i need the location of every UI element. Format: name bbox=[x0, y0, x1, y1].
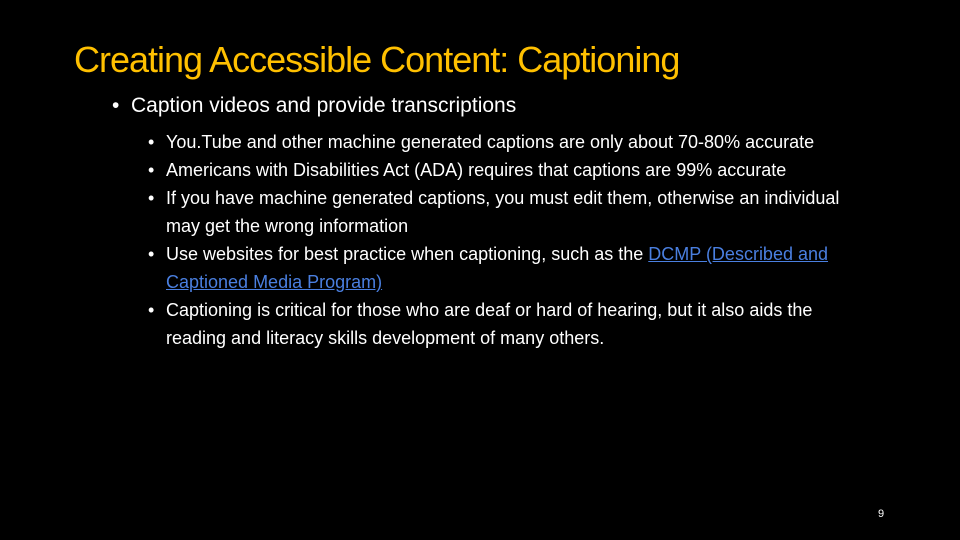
sub-bullet-ada bbox=[148, 156, 848, 184]
sub-bullet-critical bbox=[148, 296, 848, 352]
sub-bullet-machine bbox=[148, 184, 848, 240]
bullet-marker: • bbox=[148, 132, 155, 152]
main-bullet-text: Caption videos and provide transcriptions bbox=[131, 94, 517, 117]
bullet-marker: • bbox=[148, 160, 155, 180]
slide-title: Creating Accessible Content: Captioning bbox=[74, 39, 680, 80]
bullet-marker: • bbox=[148, 244, 155, 264]
bullet-marker: • bbox=[148, 300, 155, 320]
sub-bullet-websites bbox=[148, 240, 848, 296]
sub-bullet-text: Americans with Disabilities Act (ADA) requires that captions are 99% accurate bbox=[166, 160, 787, 180]
bullet-marker: • bbox=[112, 94, 120, 117]
page-number: 9 bbox=[878, 508, 885, 520]
sub-bullet-text: If you have machine generated captions, you must edit them, otherwise an individual may get the wrong information bbox=[166, 188, 840, 236]
main-bullet bbox=[112, 93, 892, 119]
bullet-marker: • bbox=[148, 188, 155, 208]
sub-bullet-youtube bbox=[148, 128, 848, 156]
sub-bullet-text: Use websites for best practice when captioning, such as the bbox=[166, 244, 649, 264]
sub-bullet-text: Captioning is critical for those who are deaf or hard of hearing, but it also aids the reading and literacy skills development of many others. bbox=[166, 300, 813, 348]
sub-bullet-list bbox=[148, 128, 848, 352]
dcmp-link[interactable]: DCMP (Described and Captioned Media Program) bbox=[166, 244, 829, 292]
sub-bullet-text: You.Tube and other machine generated captions are only about 70-80% accurate bbox=[166, 132, 815, 152]
